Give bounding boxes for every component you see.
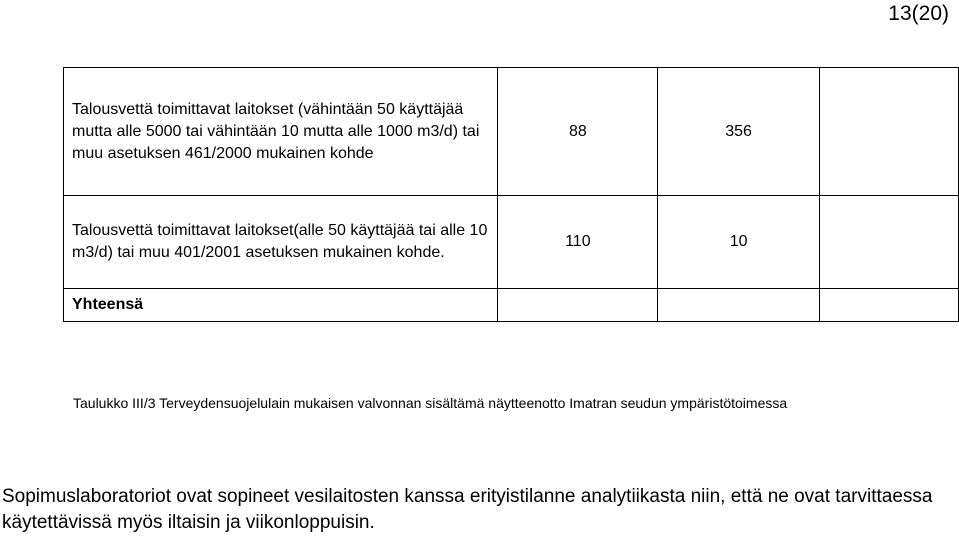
table-row — [64, 196, 959, 289]
row-label: Talousvettä toimittavat laitokset (vähintään 50 käyttäjää mutta alle 5000 tai vähintään 10 mutta alle 1000 m3/d) tai muu asetuksen 461/2000 mukainen kohde — [64, 68, 498, 196]
table-cell: 10 — [658, 196, 819, 289]
table-row — [64, 289, 959, 322]
body-paragraph: Sopimuslaboratoriot ovat sopineet vesilaitosten kanssa erityistilanne analytiikasta niin, että ne ovat tarvittaessa käytettävissä myös iltaisin ja viikonloppuisin. — [2, 486, 933, 533]
table-cell: 356 — [658, 68, 819, 196]
table-cell — [658, 289, 819, 322]
row-label: Talousvettä toimittavat laitokset(alle 50 käyttäjää tai alle 10 m3/d) tai muu 401/2001 asetuksen mukainen kohde. — [64, 196, 498, 289]
table-cell: 110 — [498, 196, 658, 289]
total-label: Yhteensä — [64, 289, 498, 322]
table-cell — [498, 289, 658, 322]
table-row — [64, 68, 959, 196]
table-cell — [819, 68, 958, 196]
table-cell: 88 — [498, 68, 658, 196]
sampling-table — [63, 67, 959, 322]
table-caption: Taulukko III/3 Terveydensuojelulain mukaisen valvonnan sisältämä näytteenotto Imatran seudun ympäristötoimessa — [73, 395, 788, 411]
page-number: 13(20) — [888, 2, 949, 25]
table-cell — [819, 289, 958, 322]
table-cell — [819, 196, 958, 289]
